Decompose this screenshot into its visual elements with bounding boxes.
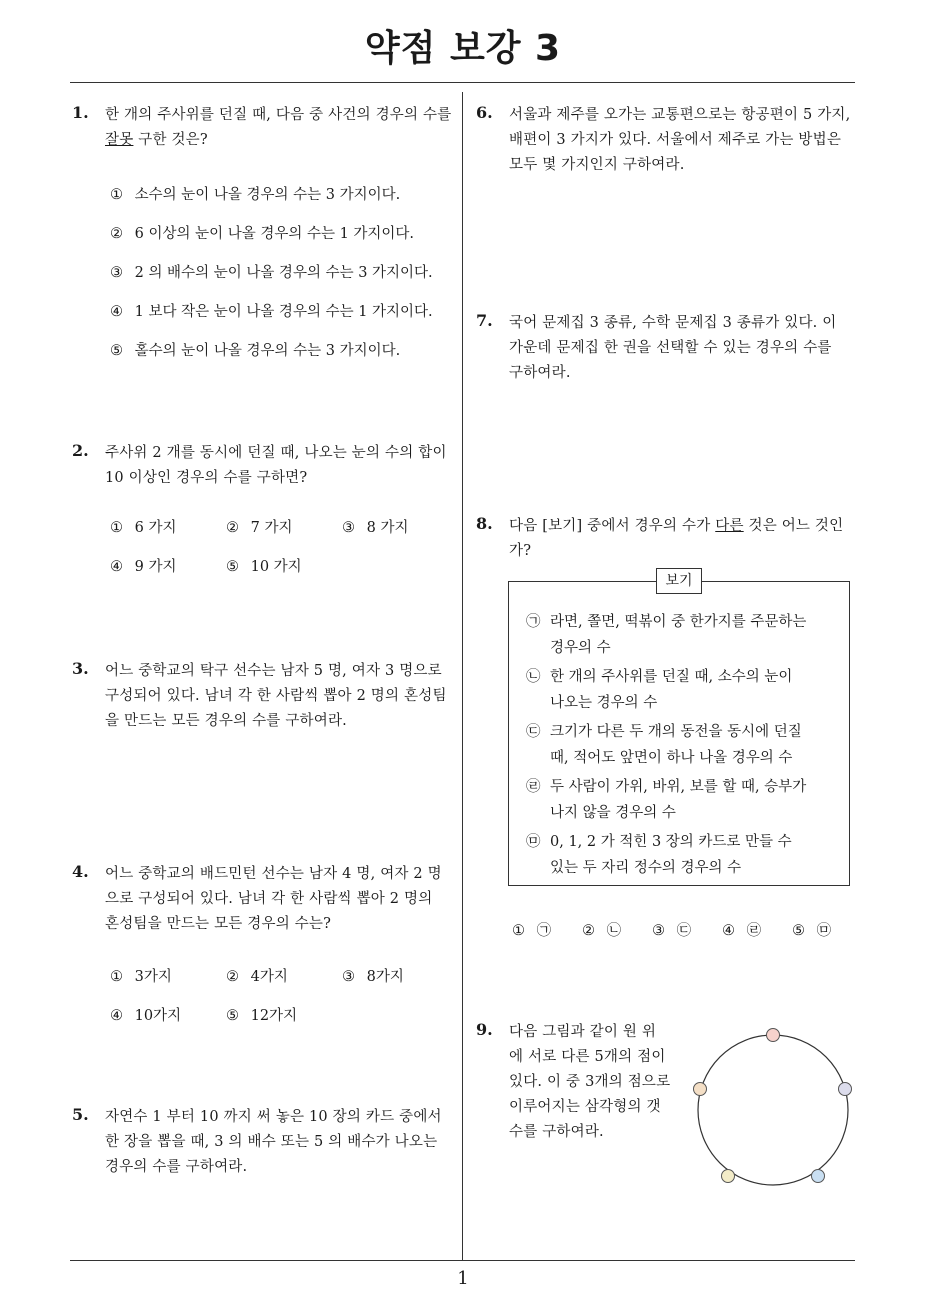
question-text: 모두 몇 가지인지 구하여라. [509, 157, 685, 173]
option-4[interactable] [722, 919, 761, 940]
option-2[interactable] [110, 222, 414, 243]
option-mark: ③ [342, 969, 355, 985]
option-1[interactable] [110, 965, 172, 986]
option-text: 3가지 [134, 969, 172, 985]
circle-point [767, 1029, 780, 1042]
option-text: 12가지 [250, 1008, 298, 1024]
option-text: 8 가지 [366, 520, 409, 536]
bogi-text: 경우의 수 [550, 640, 611, 656]
option-text: 소수의 눈이 나올 경우의 수는 3 가지이다. [134, 187, 401, 203]
question-text: 혼성팀을 만드는 모든 경우의 수는? [105, 916, 332, 932]
emphasis-word: 잘못 [105, 132, 134, 148]
question-text: 한 장을 뽑을 때, 3 의 배수 또는 5 의 배수가 나오는 [105, 1134, 438, 1150]
question-text: 10 이상인 경우의 수를 구하면? [105, 470, 308, 486]
option-4[interactable] [110, 555, 176, 576]
question-text: 어느 중학교의 배드민턴 선수는 남자 4 명, 여자 2 명 [105, 866, 442, 882]
question-text: 구한 것은? [133, 132, 208, 148]
question-number: 1. [72, 103, 89, 122]
option-text: 6 이상의 눈이 나올 경우의 수는 1 가지이다. [134, 226, 415, 242]
option-text: 10가지 [134, 1008, 182, 1024]
option-mark: ④ [722, 923, 735, 939]
question-number: 3. [72, 659, 89, 678]
option-text: 8가지 [366, 969, 404, 985]
option-text: 7 가지 [250, 520, 293, 536]
bogi-label: 보기 [656, 568, 702, 594]
option-mark: ③ [342, 520, 355, 536]
question-number: 2. [72, 441, 89, 460]
circle-point [722, 1170, 735, 1183]
question-text: 자연수 1 부터 10 까지 써 놓은 10 장의 카드 중에서 [105, 1109, 442, 1125]
bogi-text: 0, 1, 2 가 적힌 3 장의 카드로 만들 수 [550, 834, 792, 850]
option-text: 2 의 배수의 눈이 나올 경우의 수는 3 가지이다. [134, 265, 433, 281]
option-1[interactable] [512, 919, 551, 940]
bogi-text: 때, 적어도 앞면이 하나 나올 경우의 수 [550, 750, 793, 766]
option-4[interactable] [110, 300, 433, 321]
circle-point [812, 1170, 825, 1183]
option-mark: ⑤ [110, 343, 123, 359]
bogi-mark: ㉣ [526, 779, 541, 795]
option-mark: ① [110, 187, 123, 203]
option-2[interactable] [226, 965, 288, 986]
option-text: ㉤ [816, 923, 832, 939]
question-number: 4. [72, 862, 89, 881]
option-mark: ③ [652, 923, 665, 939]
question-text: 주사위 2 개를 동시에 던질 때, 나오는 눈의 수의 합이 [105, 445, 447, 461]
question-text: 수를 구하여라. [509, 1124, 604, 1140]
question-text: 다음 [보기] 중에서 경우의 수가 [509, 518, 716, 534]
option-mark: ④ [110, 1008, 123, 1024]
circle-figure [690, 1026, 860, 1190]
question-text: 것은 어느 것인 [743, 518, 844, 534]
circle-point [694, 1083, 707, 1096]
option-text: 6 가지 [134, 520, 177, 536]
option-mark: ② [226, 969, 239, 985]
option-text: ㉣ [746, 923, 762, 939]
question-text: 이루어지는 삼각형의 갯 [509, 1099, 661, 1115]
circle-point [839, 1083, 852, 1096]
option-3[interactable] [342, 965, 404, 986]
option-4[interactable] [110, 1004, 181, 1025]
question-text: 어느 중학교의 탁구 선수는 남자 5 명, 여자 3 명으로 [105, 663, 442, 679]
emphasis-word: 다른 [715, 518, 744, 534]
option-3[interactable] [652, 919, 691, 940]
option-mark: ① [512, 923, 525, 939]
option-3[interactable] [342, 516, 408, 537]
option-5[interactable] [110, 339, 400, 360]
option-text: ㉡ [606, 923, 622, 939]
bogi-text: 나오는 경우의 수 [550, 695, 658, 711]
question-text: 경우의 수를 구하여라. [105, 1159, 248, 1175]
question-text: 으로 구성되어 있다. 남녀 각 한 사람씩 뽑아 2 명의 [105, 891, 433, 907]
bogi-mark: ㉤ [526, 834, 541, 850]
option-text: 10 가지 [250, 559, 302, 575]
question-text: 구성되어 있다. 남녀 각 한 사람씩 뽑아 2 명의 혼성팀 [105, 688, 447, 704]
bogi-text: 두 사람이 가위, 바위, 보를 할 때, 승부가 [550, 779, 807, 795]
question-text: 가? [509, 543, 532, 559]
option-mark: ⑤ [226, 1008, 239, 1024]
option-5[interactable] [792, 919, 831, 940]
option-mark: ① [110, 520, 123, 536]
question-text: 한 개의 주사위를 던질 때, 다음 중 사건의 경우의 수를 [105, 107, 452, 123]
bogi-mark: ㉢ [526, 724, 541, 740]
option-2[interactable] [226, 516, 292, 537]
header-divider [70, 82, 855, 83]
bogi-text: 라면, 쫄면, 떡볶이 중 한가지를 주문하는 [550, 614, 807, 630]
circle-outline [698, 1035, 848, 1185]
question-text: 서울과 제주를 오가는 교통편으로는 항공편이 5 가지, [509, 107, 851, 123]
option-text: 1 보다 작은 눈이 나올 경우의 수는 1 가지이다. [134, 304, 433, 320]
option-text: ㉠ [536, 923, 552, 939]
option-text: 홀수의 눈이 나올 경우의 수는 3 가지이다. [134, 343, 401, 359]
option-1[interactable] [110, 516, 176, 537]
option-mark: ② [226, 520, 239, 536]
bogi-text: 나지 않을 경우의 수 [550, 805, 676, 821]
bogi-text: 크기가 다른 두 개의 동전을 동시에 던질 [550, 724, 802, 740]
question-text: 있다. 이 중 3개의 점으로 [509, 1074, 671, 1090]
option-mark: ④ [110, 559, 123, 575]
option-1[interactable] [110, 183, 400, 204]
bogi-mark: ㉡ [526, 669, 541, 685]
option-3[interactable] [110, 261, 433, 282]
option-text: ㉢ [676, 923, 692, 939]
option-5[interactable] [226, 1004, 297, 1025]
option-5[interactable] [226, 555, 302, 576]
question-text: 에 서로 다른 5개의 점이 [509, 1049, 666, 1065]
bogi-text: 한 개의 주사위를 던질 때, 소수의 눈이 [550, 669, 793, 685]
question-text: 다음 그림과 같이 원 위 [509, 1024, 657, 1040]
question-text: 을 만드는 모든 경우의 수를 구하여라. [105, 713, 347, 729]
option-mark: ① [110, 969, 123, 985]
question-text: 가운데 문제집 한 권을 선택할 수 있는 경우의 수를 [509, 340, 832, 356]
option-mark: ③ [110, 265, 123, 281]
option-text: 4가지 [250, 969, 288, 985]
option-2[interactable] [582, 919, 621, 940]
option-text: 9 가지 [134, 559, 177, 575]
question-text: 구하여라. [509, 365, 571, 381]
question-number: 8. [476, 514, 493, 533]
question-number: 6. [476, 103, 493, 122]
bogi-mark: ㉠ [526, 614, 541, 630]
option-mark: ④ [110, 304, 123, 320]
footer-divider [70, 1260, 855, 1261]
question-text: 배편이 3 가지가 있다. 서울에서 제주로 가는 방법은 [509, 132, 842, 148]
option-mark: ⑤ [226, 559, 239, 575]
question-text: 국어 문제집 3 종류, 수학 문제집 3 종류가 있다. 이 [509, 315, 837, 331]
question-number: 9. [476, 1020, 493, 1039]
option-mark: ② [582, 923, 595, 939]
bogi-text: 있는 두 자리 정수의 경우의 수 [550, 860, 742, 876]
option-mark: ② [110, 226, 123, 242]
page-number: 1 [457, 1268, 469, 1289]
question-number: 5. [72, 1105, 89, 1124]
option-mark: ⑤ [792, 923, 805, 939]
page-title: 약점 보강 3 [364, 28, 562, 69]
question-number: 7. [476, 311, 493, 330]
